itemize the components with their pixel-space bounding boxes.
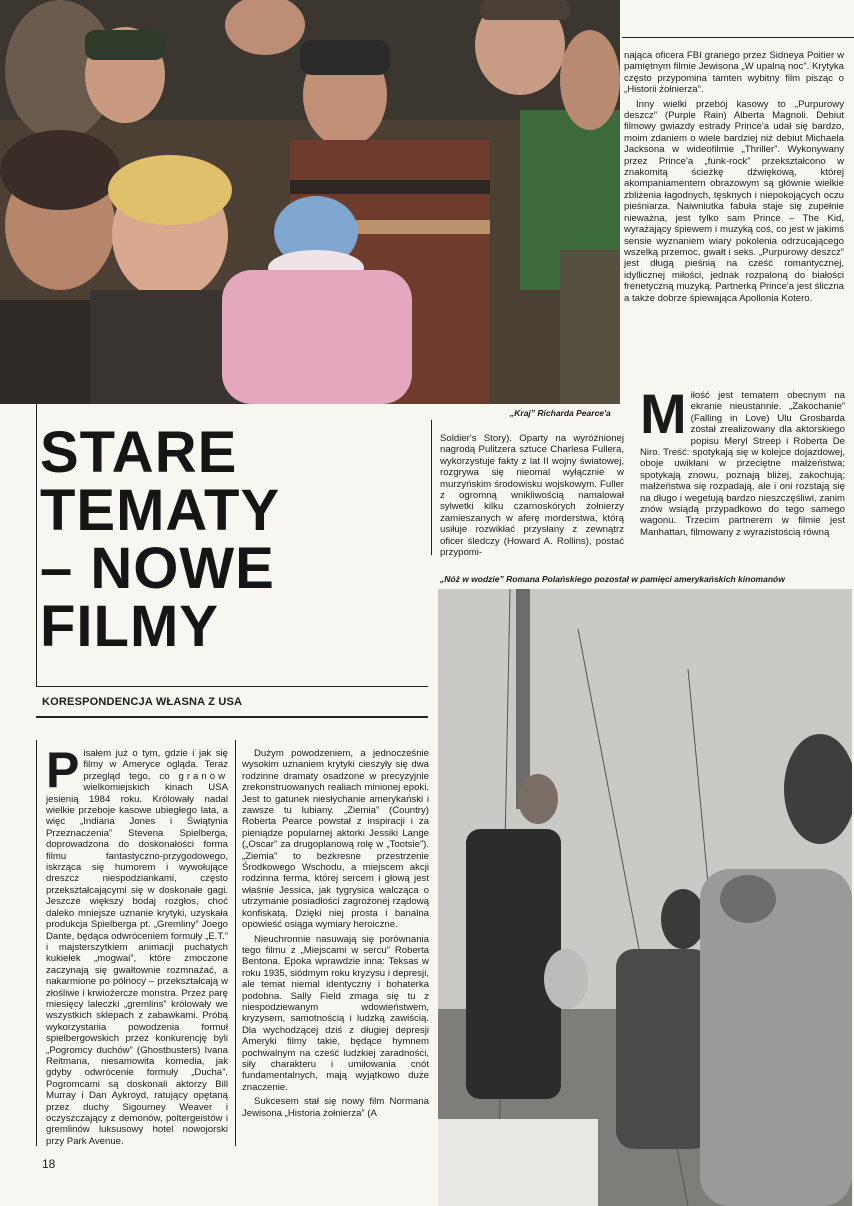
photo-caption-kraj: „Kraj” Richarda Pearce'a xyxy=(510,408,611,418)
second-column-paragraph: Sukcesem stał się nowy film Normana Jewisona „Historia żołnierza” (A xyxy=(242,1096,429,1119)
right-mid-paragraph xyxy=(640,382,845,538)
drop-cap-p: P xyxy=(46,742,80,798)
crowd-photo xyxy=(0,0,620,404)
headline-line: – NOWE xyxy=(40,536,275,601)
boat-photo xyxy=(438,589,852,1206)
headline-line: STARE xyxy=(40,420,238,485)
column-left-rule xyxy=(36,740,37,1146)
mid-column-rule xyxy=(431,420,432,555)
top-right-rule xyxy=(622,37,854,38)
right-mid-text: iłość jest tematem obecnym na ekranie nieustannie. „Zakochanie” (Falling in Love) Ulu Grosbarda został zrealizowany dla aktorskiego popisu Meryl Streep i Roberta De Niro. Treść: spotykają się w kolejce dojazdowej, oboje uwikłani w przeciętne małżeństwa; spotykają znowu, poznają bliżej, zakochują; małżeństwa się rozpadają, ale i oni rozstają się na długo i wegetują bardzo nieszczęśliwi, zanim znów wsiądą przypadkowo do tego samego wagonu. Trzecim partnerem w filmie jest Manhattan, filmowany z wyrazistością równą xyxy=(640,390,845,538)
second-column-paragraph: Dużym powodzeniem, a jednocześnie wysokim uznaniem krytyki cieszyły się dwa rodzinne dramaty osadzone w precyzyjnie zrekonstruowanych realiach minionej epoki. Jest to gatunek niesłychanie amerykański i zawsze tu lubiany. „Ziemia” (Country) Roberta Pearce powstał z inspiracji i za pieniądze popularnej aktorki Jessiki Lange („Oscar” za drugoplanową rolę w „Tootsie”). „Ziemia” to bezkresne przestrzenie Środkowego Wschodu, a miejscem akcji rodzinna ferma, której sercem i głową jest właśnie Jessica, jak tygrysica walcząca o utrzymanie posiadłości zagrożonej rządową konfiskatą. Dzięki niej prosta i banalna opowieść osiąga wymiary heroiczne. xyxy=(242,748,429,931)
photo-caption-noz: „Nóż w wodzie” Romana Polańskiego pozostał w pamięci amerykańskich kinomanów xyxy=(440,574,785,584)
article-subheading: KORESPONDENCJA WŁASNA Z USA xyxy=(42,696,243,708)
mid-column xyxy=(440,433,624,558)
first-column xyxy=(46,742,228,1147)
first-column-paragraph xyxy=(46,742,228,1147)
mid-paragraph: Soldier's Story). Oparty na wyróżnionej nagrodą Pulitzera sztuce Charlesa Fullera, wykorzystuje fakty z lat II wojny światowej, rozgrywa się nieomal wyłącznie w murzyńskim środowisku wojskowym. Fuller z ogromną wnikliwością namalował sylwetki kilku czarnoskórych żołnierzy zamieszanych w aferę morderstwa, którą usiłuje rozwikłać przysłany z zewnątrz oficer śledczy (Howard A. Rollins), postać przypomi- xyxy=(440,433,624,559)
second-column xyxy=(242,748,429,1119)
headline-bottom-rule xyxy=(36,686,428,687)
right-top-paragraph: nająca oficera FBI granego przez Sidneya Poitier w pamiętnym filmie Jewisona „W upalną noc”. Krytyka często przypomina tamten wybitny film pisząc o „Historii żołnierza”. xyxy=(624,50,844,96)
column-divider-rule xyxy=(235,740,236,1146)
headline-left-rule xyxy=(36,404,37,686)
headline-line: TEMATY xyxy=(40,478,281,543)
right-mid-column xyxy=(640,382,845,538)
headline-line: FILMY xyxy=(40,594,219,659)
lead-text: isałem już o tym, gdzie i jak się filmy w Ameryce ogląda. Teraz przegląd tego, co xyxy=(83,748,228,782)
right-top-column xyxy=(624,50,844,304)
subheading-rule xyxy=(36,716,428,718)
page-number: 18 xyxy=(42,1157,56,1171)
lead-rest: wielkomiejskich kinach USA jesienią 1984 roku. Królowały nadal wielkie przeboje kasowe ubiegłego lata, a więc „Indiana Jones i Świątynia Przeznaczenia” Stevena Spielberga, doprowadzona do doskonałości forma filmu fantastyczno-przygodowego, iskrząca się humorem i wywołujące dreszcz niespodziankami, często przekształcającymi się w doskonałe gagi. Jeszcze większy bodaj rozgłos, choć daleko mniejsze uznanie krytyki, uzyskała produkcja Spielberga pt. „Gremliny” Joego Dante, będąca odwróceniem formuły „E.T.” i majsterszytkiem animacji puchatych kukiełek „mogwai”, które zmoczone zaczynają się gwałtownie rozmnażać, a nakarmione po północy – przekształcają w złośliwe i krwiożercze monstra. Przez parę miesięcy laleczki „gremlins” królowały we wszystkich sklepach z zabawkami. Próbą wykorzystania powodzenia formuł spielbergowskich przez konkurencję byli „Pogromcy duchów” (Ghostbusters) Ivana Reitmana, niesamowita komedia, jak gdyby odwrócenie formuły „Ducha”. Pogromcami są doskonali aktorzy Bill Murray i Dan Aykroyd, ratujący opętaną przez duchy Sigourney Weaver i oczyszczający z demonów, poltergeistów i gremlinów luksusowy hotel nowojorski przy Park Avenue. xyxy=(46,782,228,1147)
right-top-paragraph: Inny wielki przebój kasowy to „Purpurowy deszcz” (Purple Rain) Alberta Magnoli. Debiut filmowy gwiazdy estrady Prince'a udał się bardzo, moim zdaniem o wiele bardziej niż debiut Michaela Jacksona w wideofilmie „Thriller”. Wykonywany przez Prince'a „funk-rock” przekształcono w znakomitą ścieżkę dźwiękową, której akompaniamentem obrazowym są głównie wielkie zbliżenia łagodnych, tęsknych i niepokojących oczu pieśniarza. Naiwniutka fabuła staje się zupełnie nieważna, jest tylko sam Prince – The Kid, wyrażający śpiewem i muzyką coś, co jest w jakimś sensie wyznaniem wiary pokolenia odrzucającego wszelką przemoc, gwałt i seks. „Purpurowy deszcz” jest długą pieśnią na cześć romantycznej, idyllicznej miłości, jednak rozpaloną do białości frenetyczną muzyką. Partnerką Prince'a jest śliczna a także dobrze śpiewająca Apollonia Kotero. xyxy=(624,98,844,304)
drop-cap-m: M xyxy=(640,382,687,445)
second-column-paragraph: Nieuchronnie nasuwają się porównania tego filmu z „Miejscami w sercu” Roberta Bentona. Epoka wprawdzie inna: Teksas w roku 1935, siódmym roku kryzysu i depresji, ale temat niemal identyczny i bohaterka podobna. Sally Field zmaga się tu z niespodziewanym wdowieństwem, kryzysem, samotnością i ludzką zawiścią. Dla wychodzącej dziś z długiej depresji Ameryki filmy takie, będące hymnem pochwalnym na cześć ludzkiej zaradności, siły charakteru i umiłowania cnót fundamentalnych, mają wyjątkowo duże znaczenie. xyxy=(242,933,429,1093)
spaced-word: granow xyxy=(178,770,228,782)
article-headline xyxy=(40,420,420,659)
